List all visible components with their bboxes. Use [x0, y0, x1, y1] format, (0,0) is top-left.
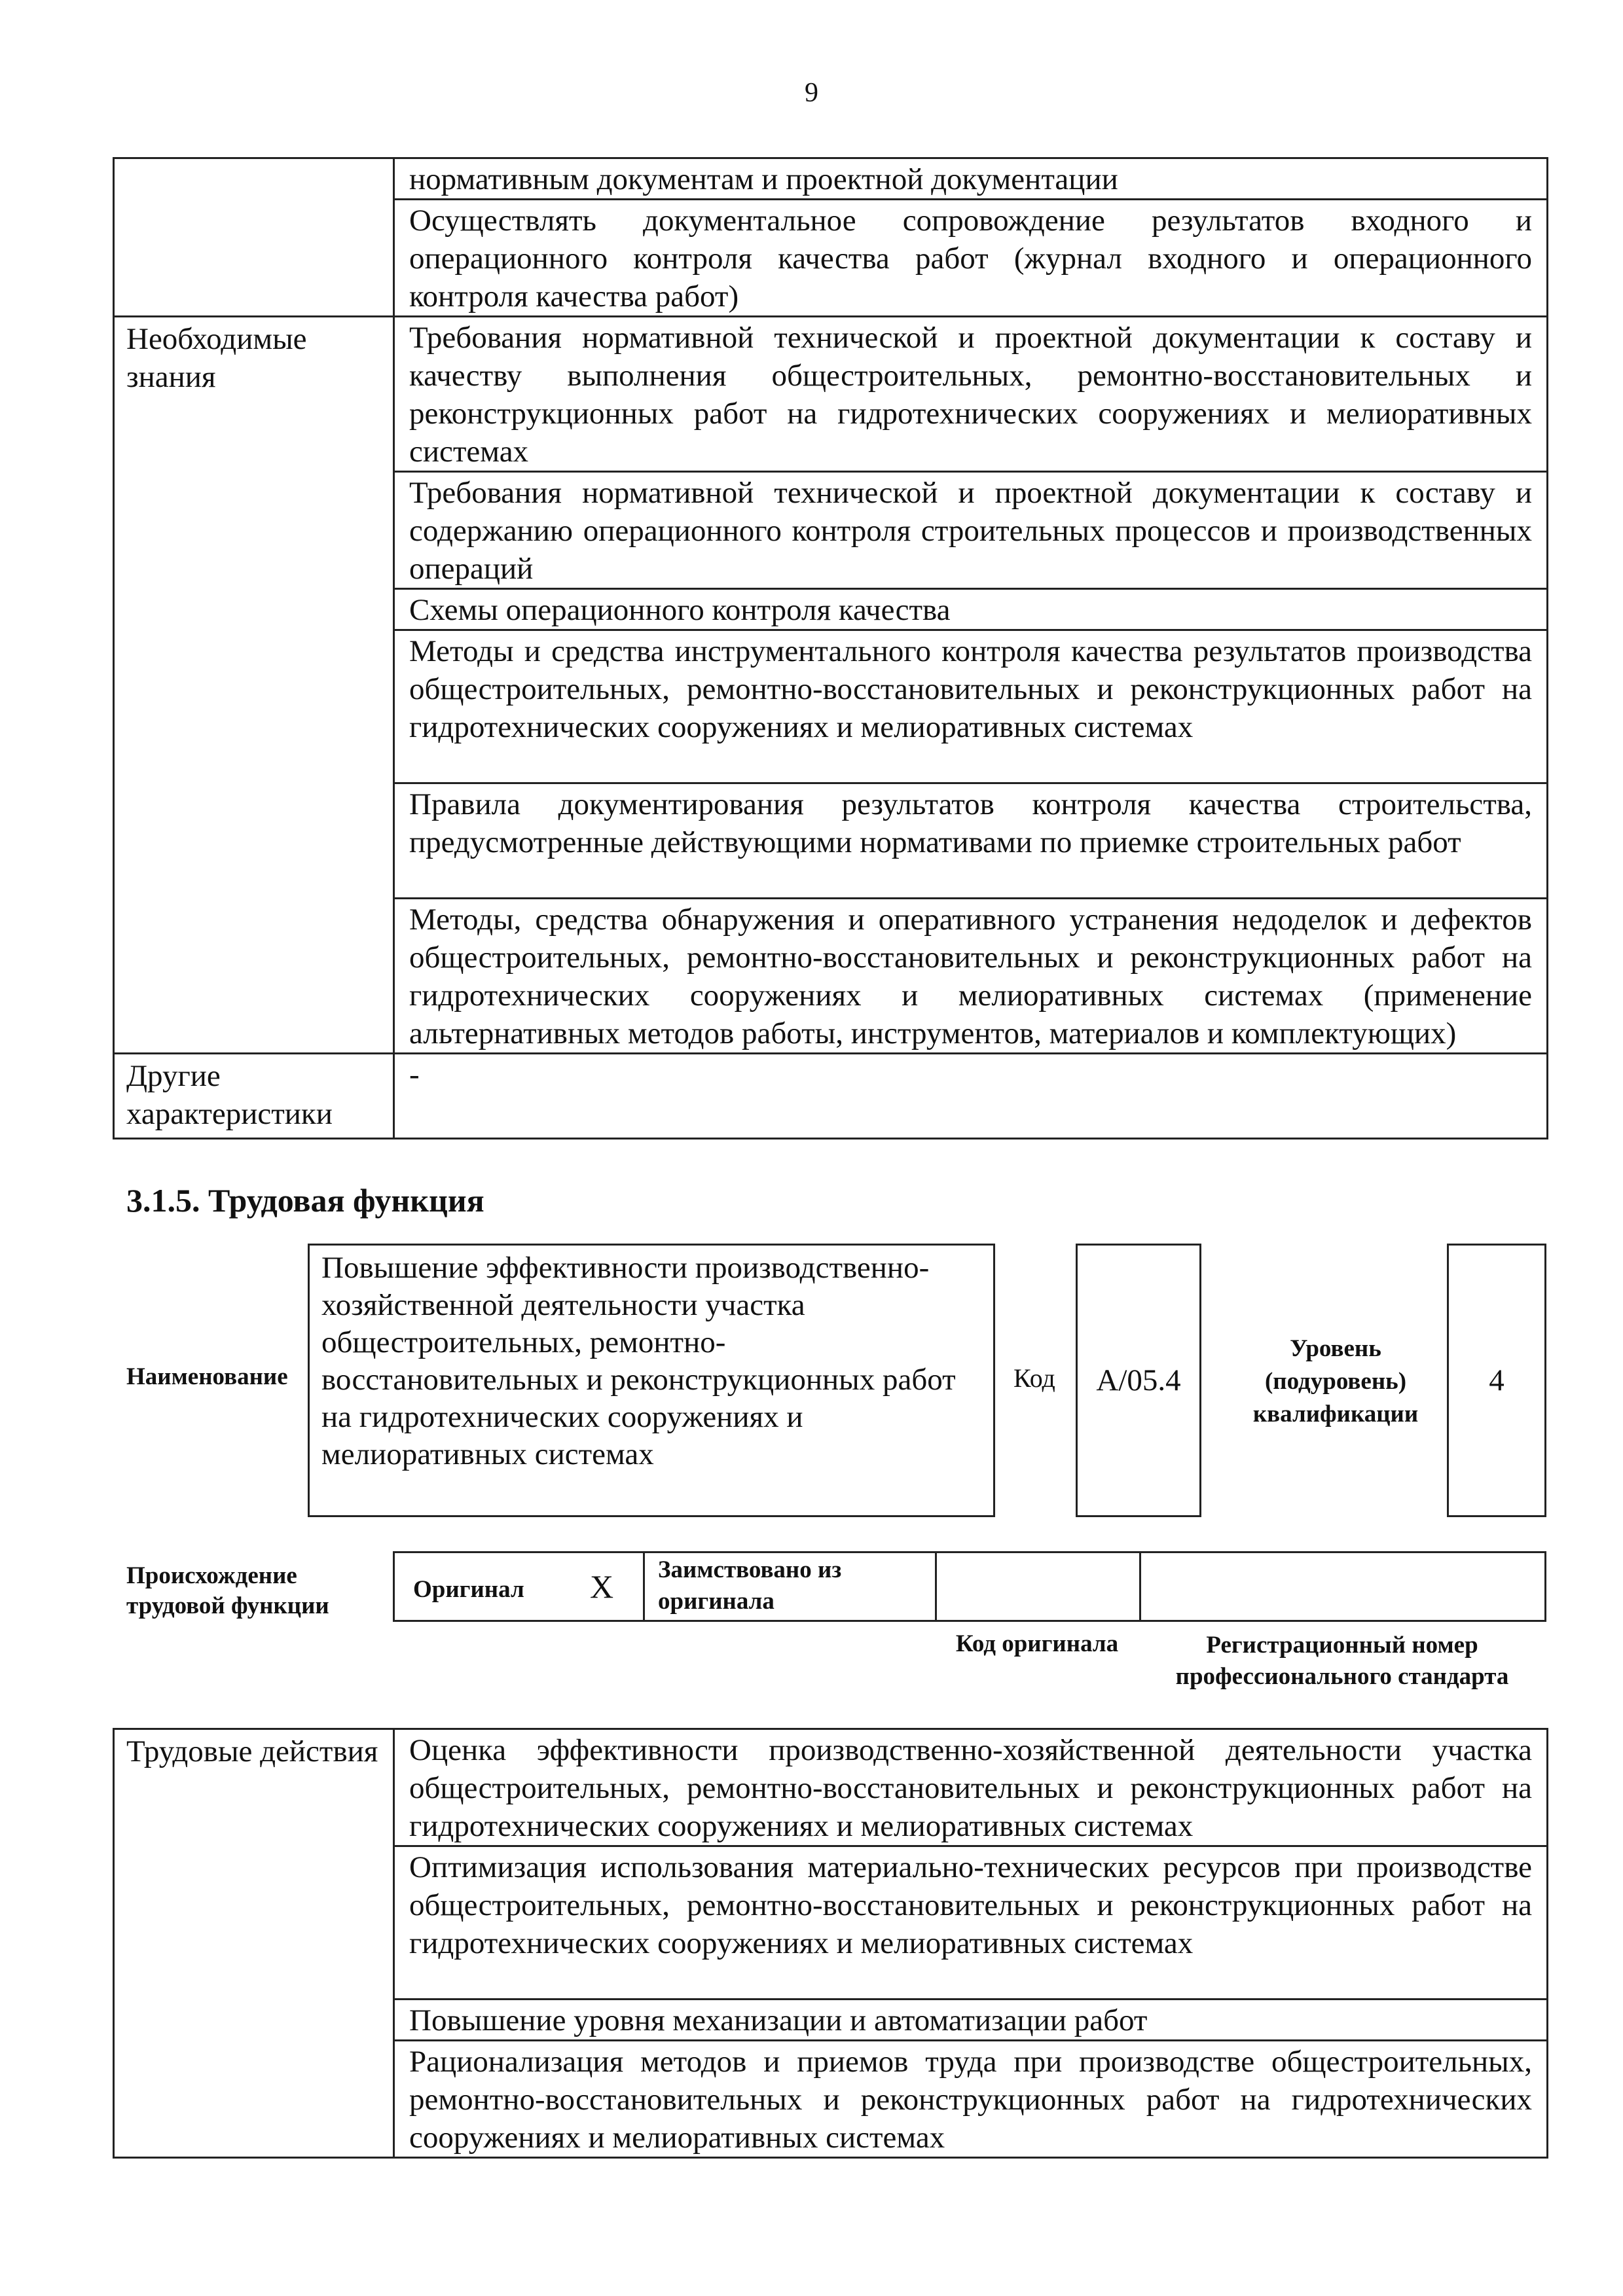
code-original-cell	[937, 1553, 1141, 1620]
table-row: Рационализация методов и приемов труда при производстве общестроительных, ремонтно-восстановительных и реконструкционных работ на гидротехнических сооружениях и мелиоративных системах	[394, 2041, 1548, 2158]
original-label: Оригинал	[413, 1576, 524, 1603]
name-label: Наименование	[126, 1363, 288, 1390]
reg-number-caption: Регистрационный номер профессионального стандарта	[1175, 1632, 1509, 1690]
table-row: нормативным документам и проектной документации	[394, 158, 1548, 200]
knowledge-table	[113, 157, 1548, 1139]
level-label: Уровень (подуровень) квалификации	[1252, 1335, 1419, 1427]
table-label-cell	[114, 158, 394, 317]
table-row: Методы и средства инструментального контроля качества результатов производства общестроительных, ремонтно-восстановительных и реконструкционных работ на гидротехнических сооружениях и мелиоративных системах	[394, 630, 1548, 783]
table-row: Осуществлять документальное сопровождение результатов входного и операционного контроля качества работ (журнал входного и операционного контроля качества работ)	[394, 200, 1548, 317]
level-box	[1447, 1244, 1546, 1517]
section-title: 3.1.5. Трудовая функция	[126, 1182, 484, 1219]
borrowed-cell	[645, 1553, 937, 1620]
table-row: -	[394, 1054, 1548, 1139]
row-label-knowledge: Необходимые знания	[114, 317, 394, 1054]
original-cell	[395, 1553, 645, 1620]
table-row: Схемы операционного контроля качества	[394, 589, 1548, 630]
table-row: Повышение уровня механизации и автоматизации работ	[394, 2000, 1548, 2041]
table-row: Оптимизация использования материально-технических ресурсов при производстве общестроительных, ремонтно-восстановительных и реконструкционных работ на гидротехнических сооружениях и мелиоративных системах	[394, 1846, 1548, 2000]
table-row: Требования нормативной технической и проектной документации к составу и содержанию операционного контроля строительных процессов и производственных операций	[394, 472, 1548, 589]
borrowed-label: Заимствовано из оригинала	[658, 1556, 842, 1615]
code-box	[1076, 1244, 1201, 1517]
code-original-caption: Код оригинала	[955, 1630, 1119, 1657]
row-label-other: Другие характеристики	[114, 1054, 394, 1139]
table-row: Оценка эффективности производственно-хозяйственной деятельности участка общестроительных, ремонтно-восстановительных и реконструкционных работ на гидротехнических сооружениях и мелиоративных системах	[394, 1729, 1548, 1846]
function-name-box	[308, 1244, 995, 1517]
table-row: Требования нормативной технической и проектной документации к составу и качеству выполнения общестроительных, ремонтно-восстановительных и реконструкционных работ на гидротехнических сооружениях и мелиоративных системах	[394, 317, 1548, 472]
row-label-actions: Трудовые действия	[114, 1729, 394, 2158]
function-name: Повышение эффективности производственно-хозяйственной деятельности участка общестроительных, ремонтно-восстановительных и реконструкционных работ на гидротехнических сооружениях и мелиоративных системах	[321, 1251, 956, 1471]
code-label: Код	[1013, 1363, 1055, 1393]
origin-row	[393, 1551, 1546, 1622]
original-mark: X	[590, 1568, 614, 1605]
reg-number-cell	[1141, 1553, 1544, 1620]
labor-actions-table	[113, 1728, 1548, 2159]
table-row: Правила документирования результатов контроля качества строительства, предусмотренные действующими нормативами по приемке строительных работ	[394, 783, 1548, 899]
page-number: 9	[805, 78, 818, 108]
level-value: 4	[1489, 1363, 1504, 1397]
origin-label: Происхождение трудовой функции	[126, 1562, 329, 1619]
code-value: А/05.4	[1096, 1363, 1181, 1397]
table-row: Методы, средства обнаружения и оперативного устранения недоделок и дефектов общестроительных, ремонтно-восстановительных и реконструкционных работ на гидротехнических сооружениях и мелиоративных системах (применение альтернативных методов работы, инструментов, материалов и комплектующих)	[394, 899, 1548, 1054]
